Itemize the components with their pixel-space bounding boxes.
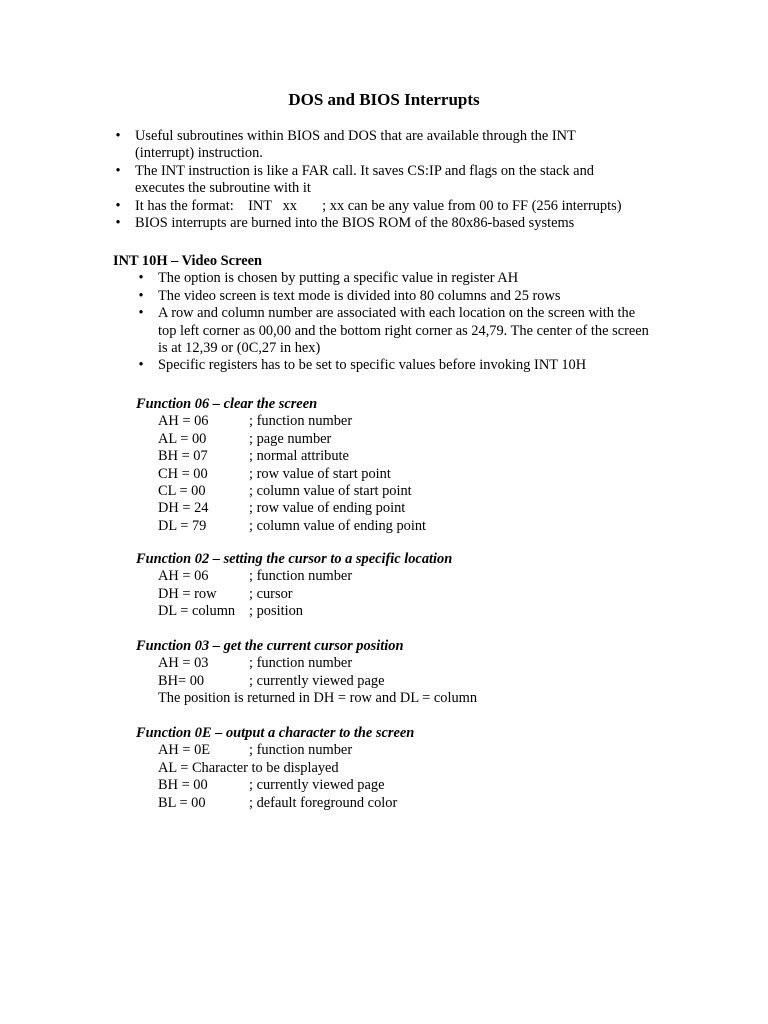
register-row: BH = 07 ; normal attribute <box>158 448 349 465</box>
register-row: CH = 00 ; row value of start point <box>158 465 391 482</box>
list-item: • Useful subroutines within BIOS and DOS that are available through the INT (interrupt) instruction. <box>113 128 633 163</box>
bullet-icon: • <box>115 197 121 214</box>
list-item: • Specific registers has to be set to specific values before invoking INT 10H <box>136 357 656 374</box>
bullet-icon: • <box>115 215 121 232</box>
register-row: AH = 06 ; function number <box>158 413 353 430</box>
register-row: BL = 00 ; default foreground color <box>158 794 398 811</box>
list-item: • A row and column number are associated with each location on the screen with the top left corner as 00,00 and the bottom right corner as 24,79. The center of the screen is at 12,39 or (0C,27 in hex) <box>136 305 656 357</box>
intro-bullet-list <box>113 128 633 232</box>
register-row: AL = Character to be displayed <box>158 759 339 776</box>
register-row: AH = 0E ; function number <box>158 742 353 759</box>
function-heading: Function 0E – output a character to the screen <box>136 725 415 741</box>
section-heading: INT 10H – Video Screen <box>113 253 262 269</box>
function-heading: Function 06 – clear the screen <box>136 396 318 412</box>
int10-section <box>113 253 673 375</box>
function-03-block <box>136 638 656 708</box>
bullet-icon: • <box>115 162 121 179</box>
register-row: BH= 00 ; currently viewed page <box>158 672 385 689</box>
register-row: DL = column ; position <box>158 603 303 620</box>
bullet-icon: • <box>138 287 144 304</box>
register-row: AL = 00 ; page number <box>158 430 332 447</box>
bullet-icon: • <box>115 128 121 144</box>
register-row: BH = 00 ; currently viewed page <box>158 777 385 794</box>
register-row: CL = 00 ; column value of start point <box>158 483 412 500</box>
register-row: DH = row ; cursor <box>158 585 293 602</box>
list-item: • BIOS interrupts are burned into the BIOS ROM of the 80x86-based systems <box>113 215 633 232</box>
register-row: DH = 24 ; row value of ending point <box>158 500 406 517</box>
function-heading: Function 03 – get the current cursor position <box>136 638 404 654</box>
bullet-icon: • <box>138 305 144 322</box>
function-02-block <box>136 551 656 621</box>
register-row: DL = 79 ; column value of ending point <box>158 517 427 534</box>
list-item: • The option is chosen by putting a specific value in register AH <box>136 270 656 287</box>
list-item: • The video screen is text mode is divided into 80 columns and 25 rows <box>136 288 656 305</box>
function-0e-block <box>136 725 656 812</box>
function-heading: Function 02 – setting the cursor to a specific location <box>136 551 453 567</box>
list-item: • The INT instruction is like a FAR call. It saves CS:IP and flags on the stack and executes the subroutine with it <box>113 163 633 198</box>
function-note: The position is returned in DH = row and DL = column <box>158 690 478 707</box>
function-06-block <box>136 396 656 535</box>
bullet-icon: • <box>138 270 144 287</box>
register-row: AH = 06 ; function number <box>158 568 353 585</box>
page-title: DOS and BIOS Interrupts <box>288 90 480 109</box>
register-row: AH = 03 ; function number <box>158 655 353 672</box>
list-item: • It has the format: INT xx ; xx can be any value from 00 to FF (256 interrupts) <box>113 198 633 215</box>
int10-bullet-list <box>136 270 656 374</box>
bullet-icon: • <box>138 357 144 374</box>
